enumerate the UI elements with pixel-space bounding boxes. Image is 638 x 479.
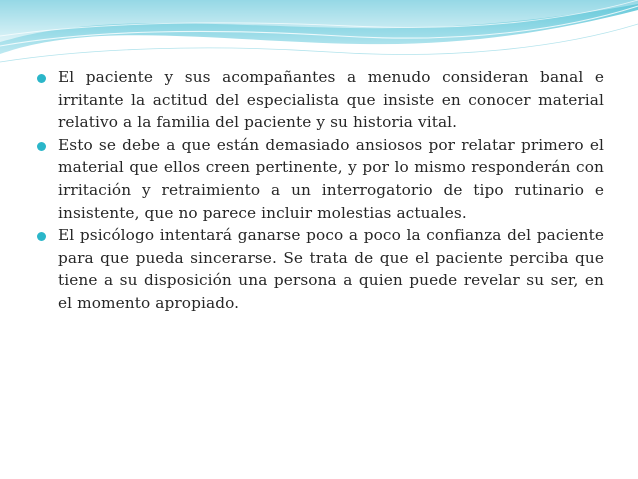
bullet-item	[34, 66, 604, 134]
bullet-dot-icon	[37, 232, 46, 241]
bullet-dot-icon	[37, 142, 46, 151]
header-wave-decoration	[0, 0, 638, 70]
bullet-text: Esto se debe a que están demasiado ansiosos por relatar primero el material que ellos creen pertinente, y por lo mismo responderán con irritación y retraimiento a un interrogatorio de tipo rutinario e insistente, que no parece incluir molestias actuales.	[58, 135, 604, 222]
bullet-text: El paciente y sus acompañantes a menudo consideran banal e irritante la actitud del especialista que insiste en conocer material relativo a la familia del paciente y su historia vital.	[58, 68, 604, 132]
bullet-dot-icon	[37, 74, 46, 83]
bullet-item	[34, 134, 604, 224]
bullet-list	[34, 66, 604, 315]
bullet-text: El psicólogo intentará ganarse poco a poco la confianza del paciente para que pueda sincerarse. Se trata de que el paciente perciba que tiene a su disposición una persona a quien puede revelar su ser, en el momento apropiado.	[58, 226, 604, 312]
bullet-item	[34, 224, 604, 314]
